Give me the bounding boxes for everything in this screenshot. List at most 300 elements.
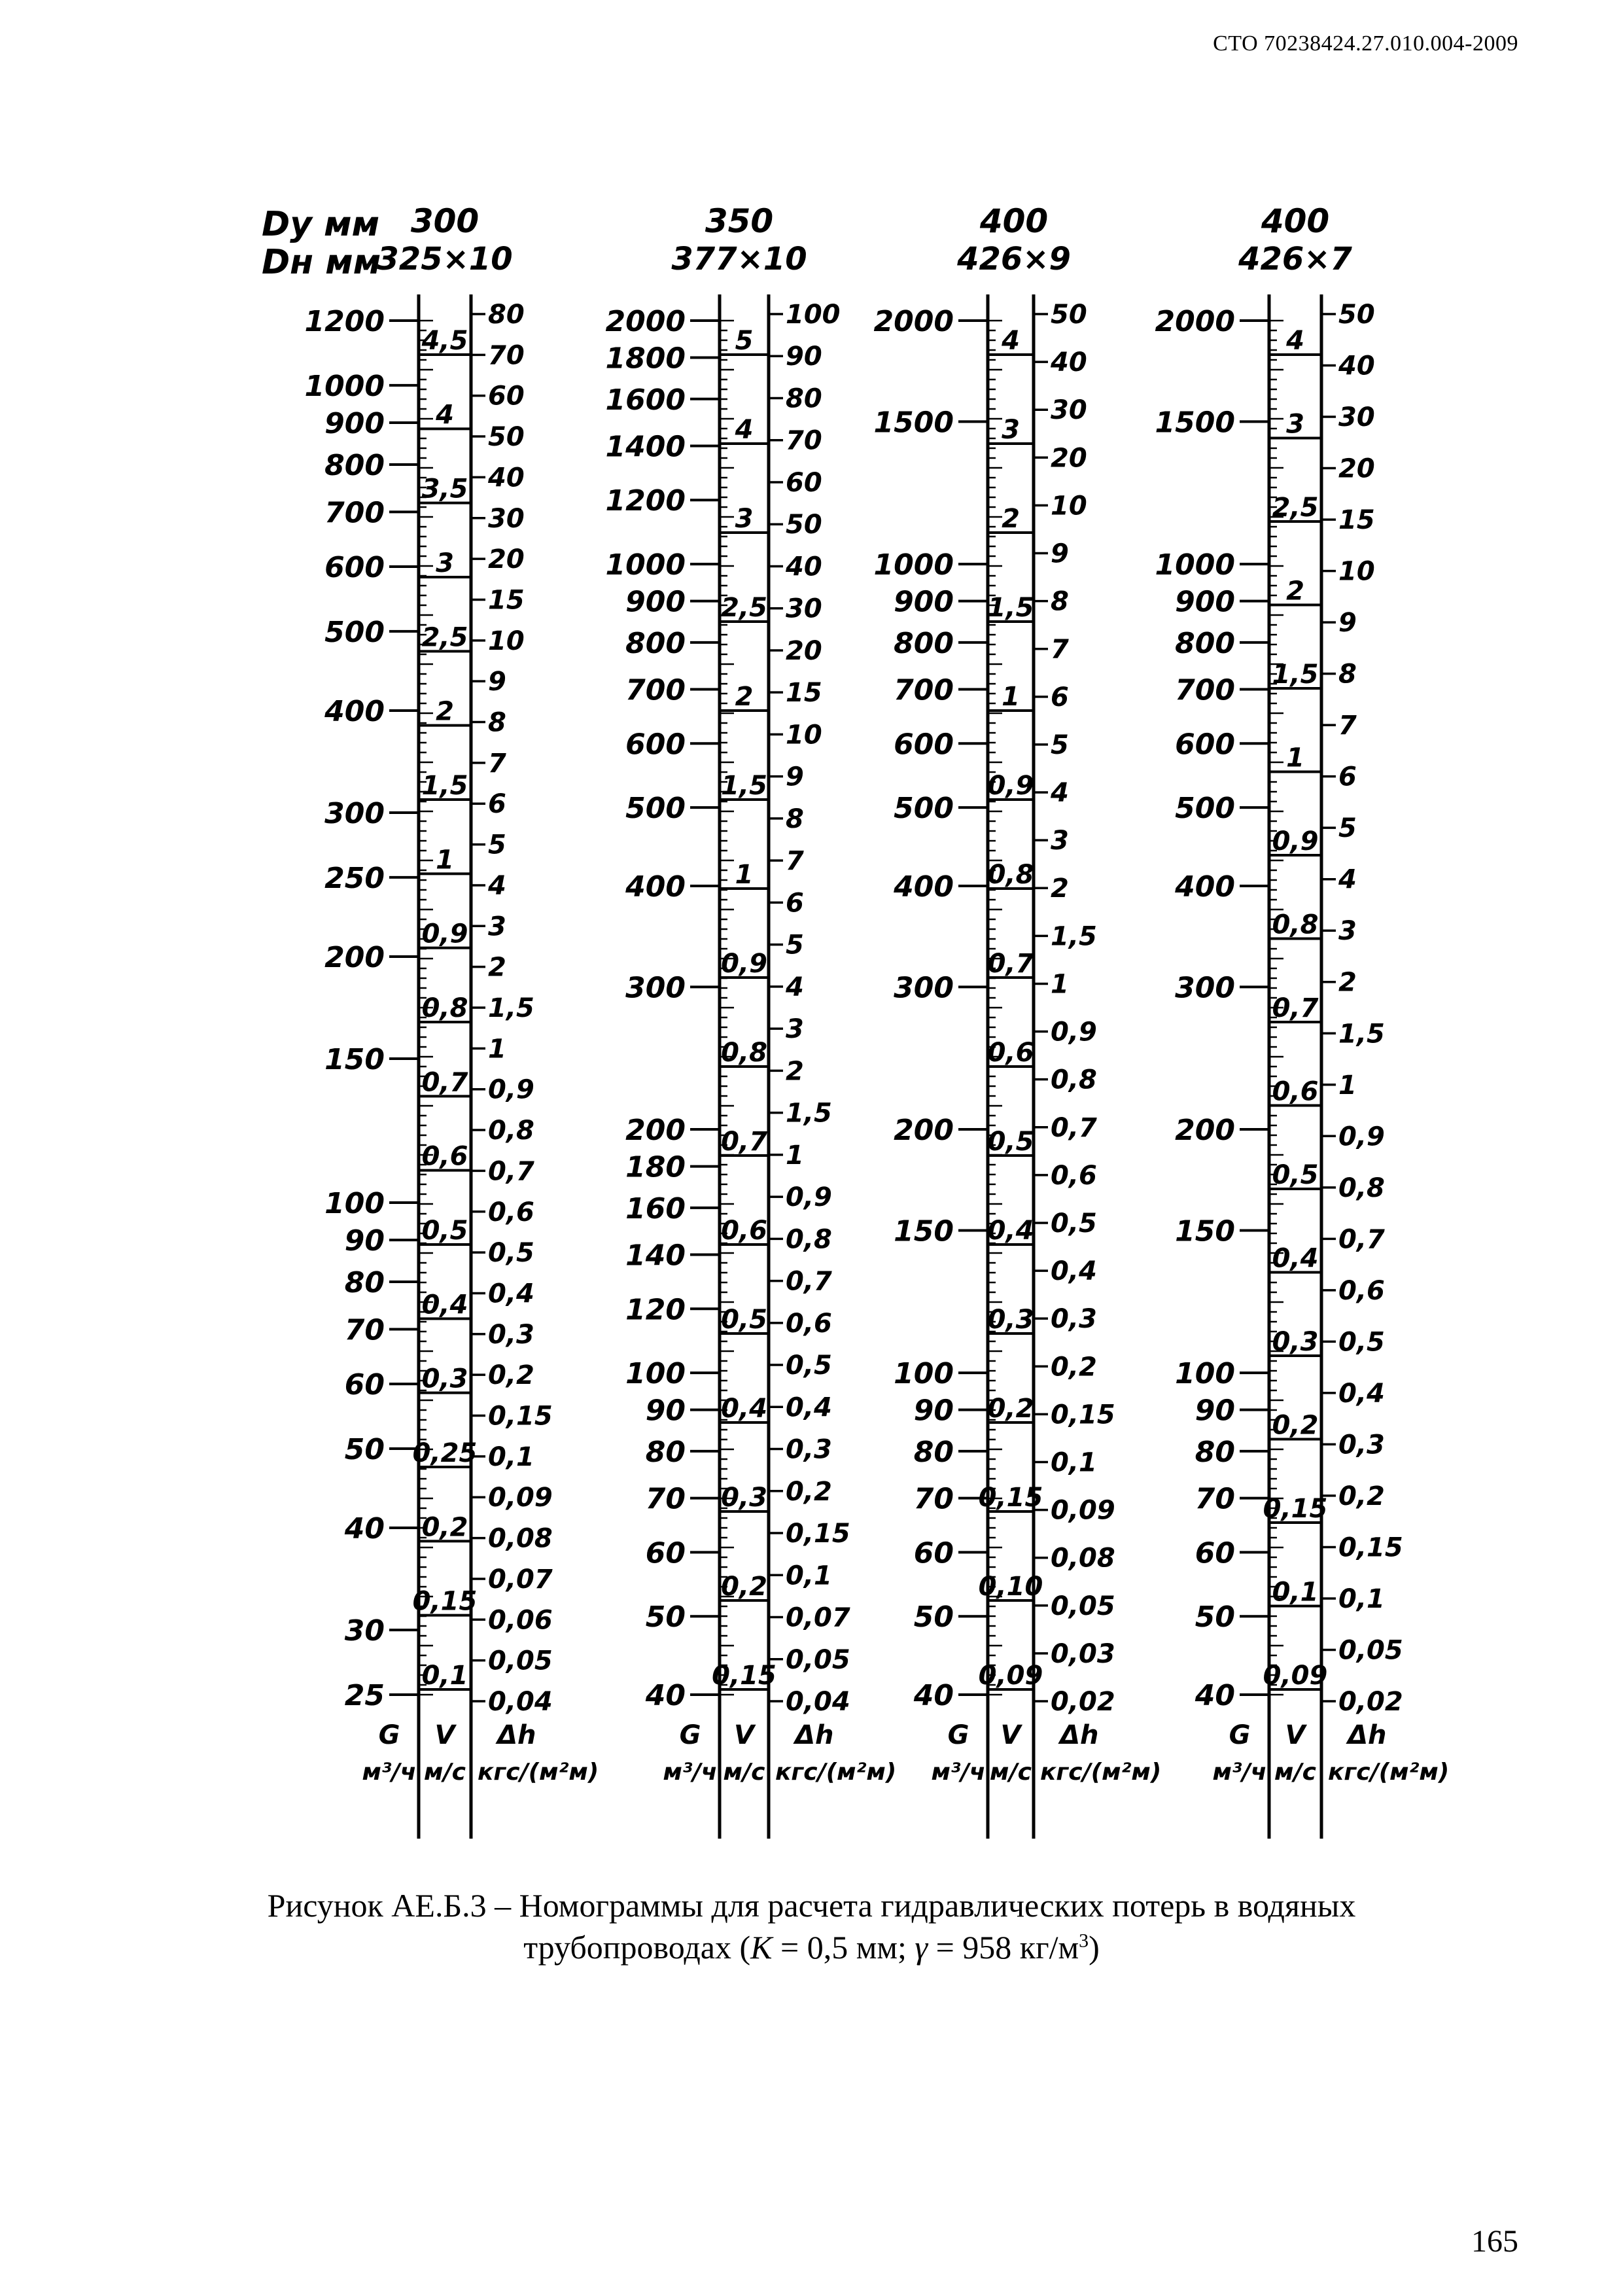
v-tick-label: 0,09 (1263, 1661, 1328, 1691)
v-tick-label: 1,5 (421, 771, 468, 801)
dh-tick-label: 15 (786, 678, 822, 709)
g-unit: м³/ч (931, 1759, 986, 1786)
g-tick-label: 200 (894, 1114, 954, 1148)
dh-tick-label: 0,1 (1338, 1583, 1385, 1614)
g-tick-label: 160 (625, 1192, 686, 1226)
g-symbol: G (947, 1720, 969, 1750)
dh-tick-label: 50 (786, 510, 822, 540)
dh-tick-label: 7 (488, 748, 506, 779)
g-tick-label: 800 (894, 626, 954, 660)
v-tick-label: 0,4 (421, 1290, 468, 1320)
dh-tick-label: 1 (1338, 1070, 1357, 1101)
v-tick-label: 0,25 (412, 1438, 478, 1468)
g-tick-label: 40 (913, 1679, 954, 1712)
dh-tick-label: 8 (1051, 586, 1069, 617)
g-tick-label: 70 (1195, 1482, 1235, 1516)
g-symbol: G (679, 1720, 701, 1750)
g-tick-label: 900 (1175, 585, 1235, 619)
v-tick-label: 0,15 (1263, 1494, 1328, 1524)
g-tick-label: 500 (1175, 792, 1235, 826)
v-tick-label: 0,7 (987, 949, 1034, 979)
dh-tick-label: 70 (786, 425, 822, 456)
page-number: 165 (1471, 2224, 1518, 2259)
v-tick-label: 0,09 (978, 1661, 1043, 1691)
g-tick-label: 1800 (605, 342, 686, 376)
dh-tick-label: 0,6 (488, 1197, 534, 1227)
g-tick-label: 800 (324, 448, 385, 482)
g-tick-label: 200 (1175, 1114, 1235, 1148)
g-tick-label: 1000 (1155, 548, 1235, 582)
dh-tick-label: 0,15 (488, 1401, 553, 1432)
v-tick-label: 0,4 (987, 1216, 1034, 1246)
dh-tick-label: 20 (1051, 443, 1087, 474)
v-tick-label: 0,5 (987, 1127, 1034, 1157)
dh-tick-label: 0,08 (1051, 1543, 1115, 1574)
dh-tick-label: 15 (1338, 505, 1375, 536)
v-tick-label: 3 (436, 548, 454, 578)
nomogram-4 (1155, 202, 1450, 1839)
dh-tick-label: 0,02 (1338, 1687, 1403, 1717)
dh-tick-label: 20 (488, 544, 525, 575)
g-tick-label: 100 (324, 1186, 385, 1220)
dh-tick-label: 30 (786, 593, 822, 624)
v-tick-label: 2 (735, 682, 754, 712)
dh-tick-label: 0,9 (786, 1182, 832, 1213)
dh-tick-label: 80 (786, 383, 822, 414)
v-unit: м/с (1274, 1759, 1316, 1786)
g-tick-label: 80 (1195, 1435, 1235, 1469)
dh-tick-label: 0,3 (488, 1319, 534, 1350)
dh-tick-label: 20 (1338, 453, 1375, 484)
outer-diameter-label: 377×10 (671, 241, 807, 277)
g-tick-label: 600 (894, 728, 954, 762)
outer-diameter-label: 325×10 (377, 241, 513, 277)
g-tick-label: 600 (1175, 728, 1235, 762)
nominal-diameter-label: 350 (705, 202, 774, 240)
g-tick-label: 400 (324, 694, 385, 728)
dh-tick-label: 100 (786, 300, 841, 330)
v-tick-label: 3,5 (421, 474, 468, 504)
dh-tick-label: 3 (786, 1014, 804, 1045)
dh-tick-label: 10 (488, 626, 525, 656)
dh-tick-label: 0,8 (786, 1224, 832, 1255)
v-tick-label: 0,7 (1272, 993, 1319, 1023)
dh-unit: кгс/(м²м) (775, 1759, 897, 1786)
g-unit: м³/ч (663, 1759, 718, 1786)
g-tick-label: 500 (625, 792, 686, 826)
v-tick-label: 2 (436, 696, 454, 727)
dh-tick-label: 0,05 (786, 1644, 850, 1675)
nomogram-1 (305, 202, 599, 1839)
g-tick-label: 30 (344, 1614, 385, 1648)
g-tick-label: 400 (1175, 870, 1235, 904)
dh-tick-label: 1,5 (488, 993, 534, 1023)
dh-tick-label: 6 (786, 888, 804, 919)
g-tick-label: 60 (913, 1536, 954, 1570)
g-tick-label: 700 (1175, 673, 1235, 707)
g-tick-label: 90 (344, 1224, 385, 1258)
dh-tick-label: 30 (1051, 395, 1087, 426)
g-tick-label: 60 (645, 1536, 686, 1570)
g-tick-label: 900 (894, 585, 954, 619)
dh-tick-label: 3 (1051, 826, 1069, 857)
dh-tick-label: 9 (488, 667, 506, 698)
g-tick-label: 90 (1195, 1394, 1235, 1428)
dh-tick-label: 0,09 (1051, 1495, 1115, 1526)
dh-tick-label: 0,7 (488, 1156, 534, 1187)
dh-tick-label: 30 (488, 503, 525, 534)
dh-tick-label: 7 (1051, 634, 1069, 665)
v-tick-label: 0,9 (987, 771, 1034, 801)
dh-symbol: Δh (497, 1720, 536, 1750)
dh-tick-label: 0,7 (1338, 1224, 1385, 1255)
g-tick-label: 900 (625, 585, 686, 619)
dh-unit: кгс/(м²м) (1040, 1759, 1162, 1786)
dh-tick-label: 0,15 (1051, 1400, 1115, 1430)
dh-tick-label: 0,7 (786, 1266, 832, 1297)
dh-tick-label: 0,6 (1338, 1275, 1385, 1306)
dh-tick-label: 5 (488, 830, 506, 860)
dh-tick-label: 0,2 (1051, 1352, 1097, 1383)
row-labels (262, 205, 381, 282)
dh-tick-label: 0,4 (786, 1392, 832, 1423)
g-tick-label: 80 (344, 1266, 385, 1300)
v-tick-label: 1 (1002, 682, 1020, 712)
v-tick-label: 4,5 (421, 326, 468, 356)
dh-tick-label: 0,05 (1051, 1591, 1115, 1621)
dh-tick-label: 0,8 (1338, 1173, 1385, 1203)
g-tick-label: 60 (1195, 1536, 1235, 1570)
dh-tick-label: 6 (1338, 762, 1357, 792)
dh-tick-label: 9 (1051, 539, 1069, 569)
dh-tick-label: 40 (1051, 347, 1087, 378)
dh-tick-label: 0,5 (488, 1238, 534, 1269)
dh-tick-label: 1,5 (786, 1098, 832, 1129)
v-tick-label: 0,2 (987, 1394, 1034, 1424)
figure-caption (0, 1884, 1623, 1968)
g-tick-label: 100 (1175, 1357, 1235, 1391)
v-tick-label: 0,1 (1272, 1577, 1319, 1608)
dh-tick-label: 40 (488, 463, 525, 493)
v-tick-label: 0,3 (1272, 1327, 1319, 1357)
dh-tick-label: 2 (488, 952, 506, 983)
dh-tick-label: 0,07 (786, 1602, 850, 1633)
g-unit: м³/ч (362, 1759, 417, 1786)
dh-tick-label: 0,3 (786, 1434, 832, 1465)
dh-tick-label: 0,2 (786, 1476, 832, 1507)
g-tick-label: 800 (1175, 626, 1235, 660)
g-tick-label: 40 (645, 1679, 686, 1712)
g-tick-label: 900 (324, 407, 385, 441)
v-tick-label: 3 (735, 504, 754, 534)
v-symbol: V (1285, 1720, 1306, 1750)
dh-symbol: Δh (1348, 1720, 1387, 1750)
v-tick-label: 1,5 (1272, 660, 1319, 690)
g-tick-label: 700 (625, 673, 686, 707)
v-tick-label: 1,5 (721, 771, 767, 801)
dh-tick-label: 1 (1051, 969, 1069, 1000)
g-tick-label: 1500 (873, 406, 954, 440)
nomogram-2 (606, 202, 897, 1839)
dh-symbol: Δh (795, 1720, 834, 1750)
dh-tick-label: 9 (786, 762, 804, 792)
g-tick-label: 1000 (605, 548, 686, 582)
dh-tick-label: 0,6 (1051, 1160, 1097, 1191)
dh-tick-label: 50 (1051, 300, 1087, 330)
v-symbol: V (1000, 1720, 1021, 1750)
dh-tick-label: 7 (1338, 711, 1357, 741)
nominal-diameter-label: 400 (1261, 202, 1330, 240)
dh-tick-label: 5 (1338, 813, 1357, 844)
g-tick-label: 300 (1175, 971, 1235, 1005)
dh-tick-label: 9 (1338, 608, 1357, 639)
dh-tick-label: 0,2 (488, 1360, 534, 1391)
dh-tick-label: 50 (1338, 300, 1375, 330)
v-tick-label: 0,4 (1272, 1243, 1319, 1274)
dh-tick-label: 0,8 (1051, 1065, 1097, 1095)
dh-tick-label: 2 (1051, 874, 1069, 904)
dh-tick-label: 30 (1338, 402, 1375, 433)
v-tick-label: 0,6 (421, 1141, 468, 1172)
caption-suffix: ) (1089, 1929, 1100, 1966)
g-tick-label: 1500 (1155, 406, 1235, 440)
g-symbol: G (1229, 1720, 1251, 1750)
g-tick-label: 25 (344, 1679, 385, 1712)
dh-tick-label: 0,15 (1338, 1532, 1403, 1563)
dh-tick-label: 0,4 (1338, 1378, 1385, 1409)
v-tick-label: 0,3 (421, 1364, 468, 1394)
g-tick-label: 250 (324, 861, 385, 895)
v-tick-label: 0,10 (978, 1572, 1043, 1602)
g-tick-label: 2000 (605, 305, 686, 338)
v-tick-label: 2,5 (421, 622, 468, 653)
dh-tick-label: 0,02 (1051, 1687, 1115, 1717)
dh-tick-label: 0,05 (1338, 1635, 1403, 1666)
dh-tick-label: 8 (1338, 659, 1357, 690)
v-tick-label: 0,5 (1272, 1160, 1319, 1190)
g-tick-label: 200 (625, 1114, 686, 1148)
g-tick-label: 120 (625, 1293, 686, 1327)
dh-tick-label: 50 (488, 422, 525, 453)
v-tick-label: 0,3 (987, 1305, 1034, 1335)
v-tick-label: 0,8 (987, 860, 1034, 890)
dh-tick-label: 3 (488, 911, 506, 942)
dh-tick-label: 0,09 (488, 1483, 553, 1513)
v-tick-label: 0,5 (721, 1305, 767, 1335)
dh-unit: кгс/(м²м) (1328, 1759, 1450, 1786)
g-tick-label: 300 (894, 971, 954, 1005)
dh-tick-label: 0,9 (488, 1074, 534, 1105)
dh-tick-label: 1,5 (1338, 1019, 1385, 1050)
v-tick-label: 4 (1002, 326, 1020, 356)
dh-tick-label: 0,15 (786, 1519, 850, 1549)
v-tick-label: 5 (735, 326, 754, 356)
dn-row-label: Dн мм (262, 243, 381, 282)
g-tick-label: 1000 (873, 548, 954, 582)
v-tick-label: 0,2 (421, 1512, 468, 1543)
g-tick-label: 1000 (304, 369, 385, 403)
v-tick-label: 0,8 (421, 993, 468, 1023)
dh-tick-label: 4 (1338, 864, 1357, 895)
v-symbol: V (434, 1720, 455, 1750)
caption-gamma-symbol: γ (915, 1929, 928, 1966)
dh-tick-label: 2 (786, 1056, 804, 1087)
v-tick-label: 4 (735, 415, 754, 445)
v-tick-label: 0,15 (412, 1586, 478, 1617)
v-unit: м/с (424, 1759, 466, 1786)
dh-tick-label: 70 (488, 340, 525, 371)
v-tick-label: 4 (1286, 326, 1304, 356)
dh-tick-label: 0,9 (1051, 1017, 1097, 1048)
caption-line-2 (0, 1926, 1623, 1968)
dh-tick-label: 10 (1338, 556, 1375, 587)
v-tick-label: 0,4 (721, 1394, 767, 1424)
dh-tick-label: 0,4 (1051, 1256, 1097, 1287)
nomogram-3 (874, 202, 1162, 1839)
dh-tick-label: 20 (786, 635, 822, 666)
g-tick-label: 60 (344, 1368, 385, 1402)
caption-k-symbol: K (750, 1929, 773, 1966)
v-symbol: V (734, 1720, 754, 1750)
dh-tick-label: 5 (1051, 730, 1069, 760)
v-unit: м/с (723, 1759, 765, 1786)
g-tick-label: 70 (344, 1313, 385, 1347)
v-tick-label: 0,8 (721, 1038, 767, 1068)
caption-prefix: трубопроводах ( (523, 1929, 751, 1966)
dh-tick-label: 0,07 (488, 1564, 553, 1595)
dy-row-label: Dу мм (262, 205, 380, 244)
g-tick-label: 500 (894, 792, 954, 826)
dh-tick-label: 0,08 (488, 1523, 553, 1554)
dh-tick-label: 40 (786, 552, 822, 582)
g-tick-label: 80 (913, 1435, 954, 1469)
dh-tick-label: 0,9 (1338, 1122, 1385, 1152)
dh-tick-label: 0,6 (786, 1308, 832, 1339)
g-tick-label: 50 (645, 1600, 686, 1634)
g-unit: м³/ч (1212, 1759, 1267, 1786)
nominal-diameter-label: 300 (410, 202, 480, 240)
g-tick-label: 70 (913, 1482, 954, 1516)
dh-tick-label: 0,1 (488, 1441, 534, 1472)
dh-tick-label: 4 (1051, 778, 1069, 809)
v-tick-label: 0,6 (987, 1038, 1034, 1068)
caption-k-value: = 0,5 мм; (772, 1929, 915, 1966)
document-id-header: СТО 70238424.27.010.004-2009 (1213, 31, 1518, 56)
dh-tick-label: 8 (786, 804, 804, 834)
g-tick-label: 400 (894, 870, 954, 904)
g-tick-label: 50 (913, 1600, 954, 1634)
g-tick-label: 50 (344, 1432, 385, 1466)
g-tick-label: 1400 (605, 430, 686, 464)
dh-tick-label: 0,06 (488, 1605, 553, 1636)
dh-tick-label: 0,05 (488, 1646, 553, 1676)
v-tick-label: 0,2 (721, 1572, 767, 1602)
g-tick-label: 50 (1195, 1600, 1235, 1634)
g-tick-label: 600 (324, 551, 385, 585)
g-tick-label: 300 (625, 971, 686, 1005)
dh-tick-label: 0,1 (1051, 1447, 1097, 1478)
dh-tick-label: 8 (488, 707, 506, 738)
v-tick-label: 0,1 (421, 1661, 468, 1691)
v-tick-label: 2 (1002, 504, 1020, 534)
v-tick-label: 4 (436, 400, 454, 431)
v-tick-label: 3 (1002, 415, 1020, 445)
g-tick-label: 40 (1195, 1679, 1235, 1712)
g-tick-label: 90 (913, 1394, 954, 1428)
v-unit: м/с (990, 1759, 1032, 1786)
dh-tick-label: 0,5 (1338, 1327, 1385, 1358)
dh-tick-label: 15 (488, 585, 525, 616)
dh-tick-label: 40 (1338, 351, 1375, 381)
v-tick-label: 0,9 (1272, 826, 1319, 857)
dh-tick-label: 10 (1051, 491, 1087, 521)
v-tick-label: 0,3 (721, 1483, 767, 1513)
v-tick-label: 2,5 (721, 593, 767, 623)
dh-tick-label: 0,7 (1051, 1112, 1097, 1143)
dh-tick-label: 0,04 (488, 1687, 553, 1717)
v-tick-label: 0,5 (421, 1216, 468, 1246)
dh-tick-label: 1 (786, 1140, 804, 1171)
g-tick-label: 600 (625, 728, 686, 762)
v-tick-label: 0,6 (1272, 1076, 1319, 1107)
dh-tick-label: 5 (786, 930, 804, 961)
v-tick-label: 0,7 (421, 1067, 468, 1098)
caption-gamma-exp: 3 (1079, 1930, 1089, 1952)
g-tick-label: 500 (324, 615, 385, 649)
g-tick-label: 1600 (605, 383, 686, 417)
dh-symbol: Δh (1060, 1720, 1099, 1750)
g-tick-label: 80 (645, 1435, 686, 1469)
dh-tick-label: 0,4 (488, 1279, 534, 1309)
g-tick-label: 90 (645, 1394, 686, 1428)
g-tick-label: 300 (324, 797, 385, 831)
dh-tick-label: 0,2 (1338, 1481, 1385, 1511)
dh-tick-label: 4 (786, 972, 804, 1002)
v-tick-label: 1 (1286, 743, 1304, 773)
dh-tick-label: 0,3 (1338, 1430, 1385, 1460)
g-tick-label: 200 (324, 940, 385, 974)
g-tick-label: 100 (625, 1357, 686, 1391)
v-tick-label: 1,5 (987, 593, 1034, 623)
g-tick-label: 1200 (605, 484, 686, 518)
dh-unit: кгс/(м²м) (478, 1759, 599, 1786)
g-tick-label: 140 (625, 1239, 686, 1273)
v-tick-label: 0,9 (421, 919, 468, 949)
g-tick-label: 800 (625, 626, 686, 660)
g-tick-label: 100 (894, 1357, 954, 1391)
v-tick-label: 0,15 (712, 1661, 777, 1691)
v-tick-label: 0,7 (721, 1127, 767, 1157)
dh-tick-label: 1 (488, 1034, 506, 1065)
v-tick-label: 1 (436, 845, 454, 875)
dh-tick-label: 90 (786, 342, 822, 372)
dh-tick-label: 0,5 (1051, 1208, 1097, 1239)
g-tick-label: 150 (1175, 1214, 1235, 1248)
caption-gamma-value: = 958 кг/м (928, 1929, 1079, 1966)
g-tick-label: 70 (645, 1482, 686, 1516)
dh-tick-label: 10 (786, 720, 822, 751)
v-tick-label: 1 (735, 860, 754, 890)
dh-tick-label: 3 (1338, 916, 1357, 947)
dh-tick-label: 0,8 (488, 1116, 534, 1146)
outer-diameter-label: 426×7 (1238, 241, 1352, 277)
dh-tick-label: 0,03 (1051, 1638, 1115, 1669)
dh-tick-label: 60 (488, 381, 525, 412)
dh-tick-label: 6 (488, 789, 506, 820)
v-tick-label: 0,8 (1272, 910, 1319, 940)
g-tick-label: 700 (894, 673, 954, 707)
nominal-diameter-label: 400 (979, 202, 1049, 240)
